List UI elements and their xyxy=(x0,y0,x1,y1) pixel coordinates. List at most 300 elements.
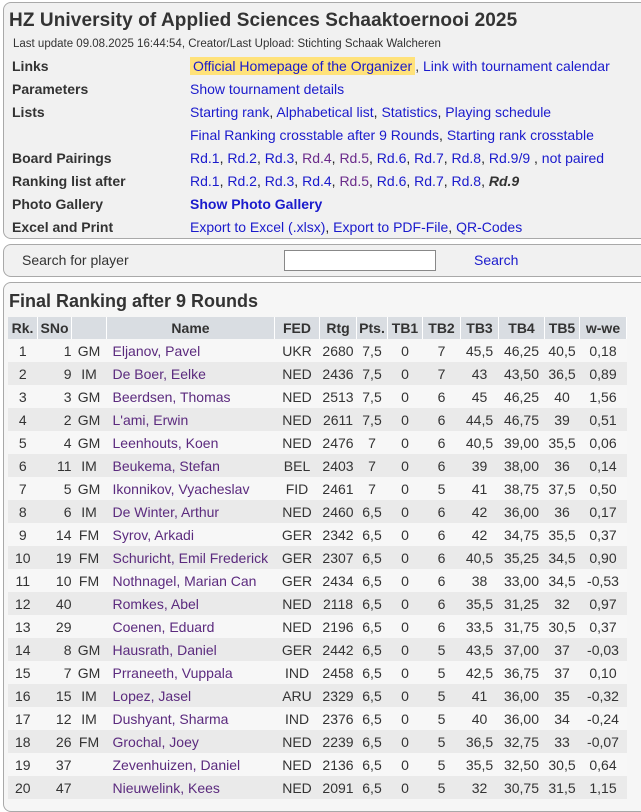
table-row xyxy=(8,730,627,753)
points-cell: 6,5 xyxy=(357,661,388,684)
player-name-link[interactable]: De Winter, Arthur xyxy=(107,500,275,523)
column-header[interactable]: TB2 xyxy=(423,317,461,339)
w-we-cell: 0,06 xyxy=(580,431,627,454)
w-we-cell: 1,56 xyxy=(580,385,627,408)
tb5-cell: 34 xyxy=(545,707,580,730)
federation-cell: NED xyxy=(275,615,320,638)
title-cell: FM xyxy=(72,730,107,753)
tb1-cell: 0 xyxy=(388,592,423,615)
start-number-cell: 14 xyxy=(38,523,72,546)
tb4-cell: 46,25 xyxy=(499,385,545,408)
pairing-round-link[interactable]: Rd.2 xyxy=(227,150,257,166)
tb1-cell: 0 xyxy=(388,500,423,523)
tb2-cell: 6 xyxy=(423,523,461,546)
w-we-cell: 0,37 xyxy=(580,615,627,638)
links-row xyxy=(4,55,641,77)
table-row xyxy=(8,385,627,408)
points-cell: 6,5 xyxy=(357,546,388,569)
tb1-cell: 0 xyxy=(388,615,423,638)
rating-cell: 2239 xyxy=(320,730,357,753)
points-cell: 6,5 xyxy=(357,753,388,776)
tournament-calendar-link[interactable]: Link with tournament calendar xyxy=(422,58,610,74)
rank-cell: 16 xyxy=(8,684,38,707)
table-row xyxy=(8,638,627,661)
rating-cell: 2460 xyxy=(320,500,357,523)
pairing-round-link[interactable]: Rd.6 xyxy=(376,150,407,166)
federation-cell: UKR xyxy=(275,339,320,362)
points-cell: 6,5 xyxy=(357,615,388,638)
rank-cell: 18 xyxy=(8,730,38,753)
points-cell: 6,5 xyxy=(357,638,388,661)
rank-cell: 6 xyxy=(8,454,38,477)
title-cell: IM xyxy=(72,362,107,385)
points-cell: 7,5 xyxy=(357,408,388,431)
tb3-cell: 38 xyxy=(461,569,499,592)
tb3-cell: 33,5 xyxy=(461,615,499,638)
column-header[interactable]: TB4 xyxy=(499,317,545,339)
tb4-cell: 39,00 xyxy=(499,431,545,454)
federation-cell: NED xyxy=(275,753,320,776)
tb2-cell: 6 xyxy=(423,592,461,615)
rating-cell: 2513 xyxy=(320,385,357,408)
tb4-cell: 46,25 xyxy=(499,339,545,362)
rating-cell: 2442 xyxy=(320,638,357,661)
pairing-round-link[interactable]: Rd.7 xyxy=(414,150,444,166)
tb2-cell: 6 xyxy=(423,615,461,638)
tb1-cell: 0 xyxy=(388,776,423,799)
last-update-info: Last update 09.08.2025 16:44:54, Creator/Last Upload: Stichting Schaak Walcheren xyxy=(13,38,441,50)
column-header[interactable]: FED xyxy=(275,317,320,339)
tb2-cell: 5 xyxy=(423,753,461,776)
start-number-cell: 15 xyxy=(38,684,72,707)
pairing-round-link[interactable]: Rd.5 xyxy=(339,150,370,166)
tb2-cell: 6 xyxy=(423,569,461,592)
starting-crosstable-link[interactable]: Starting rank crosstable xyxy=(446,127,594,143)
tb2-cell: 6 xyxy=(423,454,461,477)
ranking-round-link[interactable]: Rd.1 xyxy=(190,173,220,189)
rating-cell: 2376 xyxy=(320,707,357,730)
w-we-cell: 0,64 xyxy=(580,753,627,776)
tb5-cell: 35,5 xyxy=(545,431,580,454)
w-we-cell: 1,15 xyxy=(580,776,627,799)
rank-cell: 10 xyxy=(8,546,38,569)
tb3-cell: 42 xyxy=(461,500,499,523)
photo-gallery-label: Photo Gallery xyxy=(12,196,104,212)
column-header[interactable]: SNo xyxy=(38,317,72,339)
tb4-cell: 38,75 xyxy=(499,477,545,500)
player-name-link[interactable]: Ikonnikov, Vyacheslav xyxy=(107,477,275,500)
page-title: HZ University of Applied Sciences Schaaktoernooi 2025 xyxy=(9,10,518,31)
lists-row-2: Final Ranking crosstable after 9 Rounds, Starting rank crosstable xyxy=(190,127,594,143)
title-cell: GM xyxy=(72,431,107,454)
column-header[interactable]: TB3 xyxy=(461,317,499,339)
column-header[interactable]: Rtg xyxy=(320,317,357,339)
title-cell xyxy=(72,753,107,776)
tb2-cell: 5 xyxy=(423,661,461,684)
federation-cell: IND xyxy=(275,707,320,730)
lists-label: Lists xyxy=(12,104,45,120)
points-cell: 7,5 xyxy=(357,385,388,408)
tb5-cell: 37 xyxy=(545,638,580,661)
tb4-cell: 46,75 xyxy=(499,408,545,431)
tb5-cell: 32 xyxy=(545,592,580,615)
tb5-cell: 37 xyxy=(545,661,580,684)
pairing-round-link[interactable]: Rd.1 xyxy=(190,150,220,166)
w-we-cell: -0,03 xyxy=(580,638,627,661)
title-cell xyxy=(72,615,107,638)
w-we-cell: 0,90 xyxy=(580,546,627,569)
federation-cell: FID xyxy=(275,477,320,500)
player-name-link[interactable]: Zevenhuizen, Daniel xyxy=(107,753,275,776)
alphabetical-list-link[interactable]: Alphabetical list xyxy=(276,104,374,120)
tb2-cell: 6 xyxy=(423,500,461,523)
federation-cell: GER xyxy=(275,638,320,661)
w-we-cell: 0,89 xyxy=(580,362,627,385)
start-number-cell: 8 xyxy=(38,638,72,661)
start-number-cell: 4 xyxy=(38,431,72,454)
player-name-link[interactable]: Eljanov, Pavel xyxy=(107,339,275,362)
column-header[interactable]: Name xyxy=(107,317,275,339)
final-ranking-panel xyxy=(3,282,641,812)
column-header[interactable]: Rk. xyxy=(8,317,38,339)
player-name-link[interactable]: Nieuwelink, Kees xyxy=(107,776,275,799)
tb3-cell: 40 xyxy=(461,707,499,730)
federation-cell: GER xyxy=(275,546,320,569)
tb4-cell: 38,00 xyxy=(499,454,545,477)
table-row xyxy=(8,339,627,362)
points-cell: 6,5 xyxy=(357,592,388,615)
tb4-cell: 34,75 xyxy=(499,523,545,546)
tb3-cell: 35,5 xyxy=(461,592,499,615)
tb1-cell: 0 xyxy=(388,408,423,431)
rank-cell: 20 xyxy=(8,776,38,799)
tb5-cell: 30,5 xyxy=(545,615,580,638)
federation-cell: IND xyxy=(275,661,320,684)
rank-cell: 19 xyxy=(8,753,38,776)
parameters-row xyxy=(4,78,641,100)
not-paired-link[interactable]: not paired xyxy=(541,150,605,166)
ranking-round-link[interactable]: Rd.4 xyxy=(302,173,332,189)
rating-cell: 2196 xyxy=(320,615,357,638)
table-row xyxy=(8,362,627,385)
tb3-cell: 32 xyxy=(461,776,499,799)
rank-cell: 4 xyxy=(8,408,38,431)
rating-cell: 2403 xyxy=(320,454,357,477)
tb1-cell: 0 xyxy=(388,454,423,477)
w-we-cell: 0,18 xyxy=(580,339,627,362)
table-row xyxy=(8,661,627,684)
table-row xyxy=(8,546,627,569)
ranking-after-label: Ranking list after xyxy=(12,173,126,189)
playing-schedule-link[interactable]: Playing schedule xyxy=(445,104,552,120)
column-header[interactable]: TB1 xyxy=(388,317,423,339)
points-cell: 7 xyxy=(357,477,388,500)
player-name-link[interactable]: Beerdsen, Thomas xyxy=(107,385,275,408)
start-number-cell: 12 xyxy=(38,707,72,730)
tb4-cell: 32,50 xyxy=(499,753,545,776)
tb2-cell: 6 xyxy=(423,546,461,569)
tb2-cell: 5 xyxy=(423,730,461,753)
rating-cell: 2476 xyxy=(320,431,357,454)
federation-cell: NED xyxy=(275,592,320,615)
tb1-cell: 0 xyxy=(388,753,423,776)
tb4-cell: 32,75 xyxy=(499,730,545,753)
export-pdf-link[interactable]: Export to PDF-File xyxy=(333,219,449,235)
tb3-cell: 44,5 xyxy=(461,408,499,431)
ranking-round-link[interactable]: Rd.2 xyxy=(227,173,257,189)
tb4-cell: 36,75 xyxy=(499,661,545,684)
title-cell: GM xyxy=(72,661,107,684)
rating-cell: 2611 xyxy=(320,408,357,431)
tb1-cell: 0 xyxy=(388,730,423,753)
table-row xyxy=(8,592,627,615)
tb1-cell: 0 xyxy=(388,523,423,546)
player-name-link[interactable]: Syrov, Arkadi xyxy=(107,523,275,546)
federation-cell: NED xyxy=(275,776,320,799)
pairing-round-link[interactable]: Rd.9/9 xyxy=(488,150,531,166)
points-cell: 6,5 xyxy=(357,500,388,523)
current-round-ranking: Rd.9 xyxy=(488,173,520,189)
start-number-cell: 37 xyxy=(38,753,72,776)
player-search-panel xyxy=(3,244,641,277)
rating-cell: 2680 xyxy=(320,339,357,362)
official-homepage-link[interactable]: Official Homepage of the Organizer xyxy=(190,57,415,75)
photo-gallery-row xyxy=(4,193,641,215)
export-excel-link[interactable]: Export to Excel (.xlsx) xyxy=(190,219,326,235)
table-row xyxy=(8,569,627,592)
tb5-cell: 34,5 xyxy=(545,569,580,592)
tb5-cell: 36 xyxy=(545,454,580,477)
rating-cell: 2434 xyxy=(320,569,357,592)
tb3-cell: 42 xyxy=(461,523,499,546)
start-number-cell: 5 xyxy=(38,477,72,500)
tb3-cell: 41 xyxy=(461,684,499,707)
tb3-cell: 43 xyxy=(461,362,499,385)
start-number-cell: 9 xyxy=(38,362,72,385)
start-number-cell: 6 xyxy=(38,500,72,523)
player-name-link[interactable]: Coenen, Eduard xyxy=(107,615,275,638)
rating-cell: 2458 xyxy=(320,661,357,684)
tb3-cell: 39 xyxy=(461,454,499,477)
tb4-cell: 33,00 xyxy=(499,569,545,592)
player-name-link[interactable]: Prraneeth, Vuppala xyxy=(107,661,275,684)
rating-cell: 2329 xyxy=(320,684,357,707)
w-we-cell: 0,14 xyxy=(580,454,627,477)
tb1-cell: 0 xyxy=(388,477,423,500)
title-cell xyxy=(72,776,107,799)
tb1-cell: 0 xyxy=(388,385,423,408)
final-crosstable-link[interactable]: Final Ranking crosstable after 9 Rounds xyxy=(190,127,440,143)
rank-cell: 9 xyxy=(8,523,38,546)
tb5-cell: 35,5 xyxy=(545,523,580,546)
ranking-round-link[interactable]: Rd.8 xyxy=(451,173,482,189)
tb1-cell: 0 xyxy=(388,684,423,707)
tb4-cell: 30,75 xyxy=(499,776,545,799)
start-number-cell: 19 xyxy=(38,546,72,569)
tb2-cell: 7 xyxy=(423,362,461,385)
tb1-cell: 0 xyxy=(388,431,423,454)
search-label: Search for player xyxy=(22,252,129,268)
tb2-cell: 5 xyxy=(423,477,461,500)
start-number-cell: 7 xyxy=(38,661,72,684)
rank-cell: 7 xyxy=(8,477,38,500)
rank-cell: 1 xyxy=(8,339,38,362)
start-number-cell: 3 xyxy=(38,385,72,408)
tb2-cell: 5 xyxy=(423,776,461,799)
rank-cell: 14 xyxy=(8,638,38,661)
tb1-cell: 0 xyxy=(388,661,423,684)
board-pairings-label: Board Pairings xyxy=(12,150,112,166)
excel-print-label: Excel and Print xyxy=(12,219,114,235)
start-number-cell: 11 xyxy=(38,454,72,477)
column-header[interactable]: w-we xyxy=(580,317,627,339)
title-cell: IM xyxy=(72,684,107,707)
rank-cell: 15 xyxy=(8,661,38,684)
title-cell xyxy=(72,592,107,615)
excel-print-row: Excel and Print Export to Excel (.xlsx), Export to PDF-File, QR-Codes xyxy=(4,216,641,238)
ranking-round-link[interactable]: Rd.7 xyxy=(414,173,444,189)
w-we-cell: -0,07 xyxy=(580,730,627,753)
player-name-link[interactable]: L'ami, Erwin xyxy=(107,408,275,431)
w-we-cell: -0,53 xyxy=(580,569,627,592)
table-row xyxy=(8,707,627,730)
tb5-cell: 34,5 xyxy=(545,546,580,569)
player-search-input[interactable] xyxy=(284,250,436,271)
start-number-cell: 47 xyxy=(38,776,72,799)
points-cell: 7 xyxy=(357,431,388,454)
title-cell: FM xyxy=(72,546,107,569)
player-name-link[interactable]: Lopez, Jasel xyxy=(107,684,275,707)
w-we-cell: 0,10 xyxy=(580,661,627,684)
tb4-cell: 37,00 xyxy=(499,638,545,661)
table-row xyxy=(8,500,627,523)
tb5-cell: 33 xyxy=(545,730,580,753)
ranking-round-link[interactable]: Rd.5 xyxy=(339,173,370,189)
tournament-details-link[interactable]: Show tournament details xyxy=(190,81,345,97)
table-row xyxy=(8,431,627,454)
rank-cell: 3 xyxy=(8,385,38,408)
title-cell: GM xyxy=(72,385,107,408)
tb2-cell: 7 xyxy=(423,339,461,362)
player-name-link[interactable]: Nothnagel, Marian Can xyxy=(107,569,275,592)
rank-cell: 8 xyxy=(8,500,38,523)
tb3-cell: 36,5 xyxy=(461,730,499,753)
player-name-link[interactable]: Romkes, Abel xyxy=(107,592,275,615)
ranking-body xyxy=(8,339,627,799)
w-we-cell: 0,50 xyxy=(580,477,627,500)
title-cell: FM xyxy=(72,569,107,592)
parameters-label: Parameters xyxy=(12,81,89,97)
w-we-cell: 0,51 xyxy=(580,408,627,431)
tb3-cell: 45 xyxy=(461,385,499,408)
w-we-cell: 0,37 xyxy=(580,523,627,546)
federation-cell: ARU xyxy=(275,684,320,707)
tb5-cell: 36 xyxy=(545,500,580,523)
federation-cell: GER xyxy=(275,569,320,592)
w-we-cell: 0,17 xyxy=(580,500,627,523)
column-header[interactable]: TB5 xyxy=(545,317,580,339)
tb1-cell: 0 xyxy=(388,569,423,592)
title-cell: GM xyxy=(72,339,107,362)
separator: , xyxy=(415,58,420,74)
player-name-link[interactable]: De Boer, Eelke xyxy=(107,362,275,385)
federation-cell: BEL xyxy=(275,454,320,477)
tb5-cell: 40,5 xyxy=(545,339,580,362)
player-name-link[interactable]: Leenhouts, Koen xyxy=(107,431,275,454)
tb3-cell: 35,5 xyxy=(461,753,499,776)
title-cell: IM xyxy=(72,454,107,477)
player-name-link[interactable]: Schuricht, Emil Frederick xyxy=(107,546,275,569)
tb5-cell: 40 xyxy=(545,385,580,408)
title-cell: GM xyxy=(72,477,107,500)
tb3-cell: 40,5 xyxy=(461,431,499,454)
tb5-cell: 36,5 xyxy=(545,362,580,385)
federation-cell: NED xyxy=(275,362,320,385)
tb1-cell: 0 xyxy=(388,339,423,362)
rating-cell: 2307 xyxy=(320,546,357,569)
player-name-link[interactable]: Beukema, Stefan xyxy=(107,454,275,477)
ranking-round-link[interactable]: Rd.6 xyxy=(376,173,407,189)
ranking-round-link[interactable]: Rd.3 xyxy=(264,173,295,189)
rating-cell: 2091 xyxy=(320,776,357,799)
pairing-round-link[interactable]: Rd.8 xyxy=(451,150,482,166)
statistics-link[interactable]: Statistics xyxy=(381,104,438,120)
player-name-link[interactable]: Dushyant, Sharma xyxy=(107,707,275,730)
search-button[interactable]: Search xyxy=(474,252,519,268)
pairing-round-link[interactable]: Rd.4 xyxy=(302,150,332,166)
federation-cell: NED xyxy=(275,385,320,408)
tb3-cell: 43,5 xyxy=(461,638,499,661)
points-cell: 6,5 xyxy=(357,523,388,546)
tb5-cell: 31,5 xyxy=(545,776,580,799)
player-name-link[interactable]: Hausrath, Daniel xyxy=(107,638,275,661)
tb4-cell: 31,75 xyxy=(499,615,545,638)
board-pairings-row: Board Pairings Rd.1, Rd.2, Rd.3, Rd.4, Rd.5, Rd.6, Rd.7, Rd.8, Rd.9/9 , not paired xyxy=(4,147,641,169)
tb2-cell: 6 xyxy=(423,431,461,454)
qr-codes-link[interactable]: QR-Codes xyxy=(456,219,523,235)
federation-cell: NED xyxy=(275,730,320,753)
title-cell: IM xyxy=(72,707,107,730)
tb5-cell: 35 xyxy=(545,684,580,707)
column-header[interactable]: Pts. xyxy=(357,317,388,339)
rating-cell: 2342 xyxy=(320,523,357,546)
rank-cell: 5 xyxy=(8,431,38,454)
tb4-cell: 35,25 xyxy=(499,546,545,569)
points-cell: 7 xyxy=(357,454,388,477)
starting-rank-link[interactable]: Starting rank xyxy=(190,104,270,120)
player-name-link[interactable]: Grochal, Joey xyxy=(107,730,275,753)
rank-cell: 2 xyxy=(8,362,38,385)
rating-cell: 2461 xyxy=(320,477,357,500)
start-number-cell: 10 xyxy=(38,569,72,592)
rank-cell: 17 xyxy=(8,707,38,730)
tb2-cell: 5 xyxy=(423,684,461,707)
points-cell: 6,5 xyxy=(357,776,388,799)
photo-gallery-link[interactable]: Show Photo Gallery xyxy=(190,196,323,212)
pairing-round-link[interactable]: Rd.3 xyxy=(264,150,295,166)
table-row xyxy=(8,776,627,799)
tb4-cell: 43,50 xyxy=(499,362,545,385)
tb1-cell: 0 xyxy=(388,546,423,569)
table-row xyxy=(8,523,627,546)
tb3-cell: 40,5 xyxy=(461,546,499,569)
federation-cell: NED xyxy=(275,431,320,454)
tb3-cell: 45,5 xyxy=(461,339,499,362)
ranking-after-row: Ranking list after Rd.1, Rd.2, Rd.3, Rd.4, Rd.5, Rd.6, Rd.7, Rd.8, Rd.9 xyxy=(4,170,641,192)
rating-cell: 2136 xyxy=(320,753,357,776)
start-number-cell: 40 xyxy=(38,592,72,615)
lists-row: Lists Starting rank, Alphabetical list, Statistics, Playing schedule xyxy=(4,101,641,123)
